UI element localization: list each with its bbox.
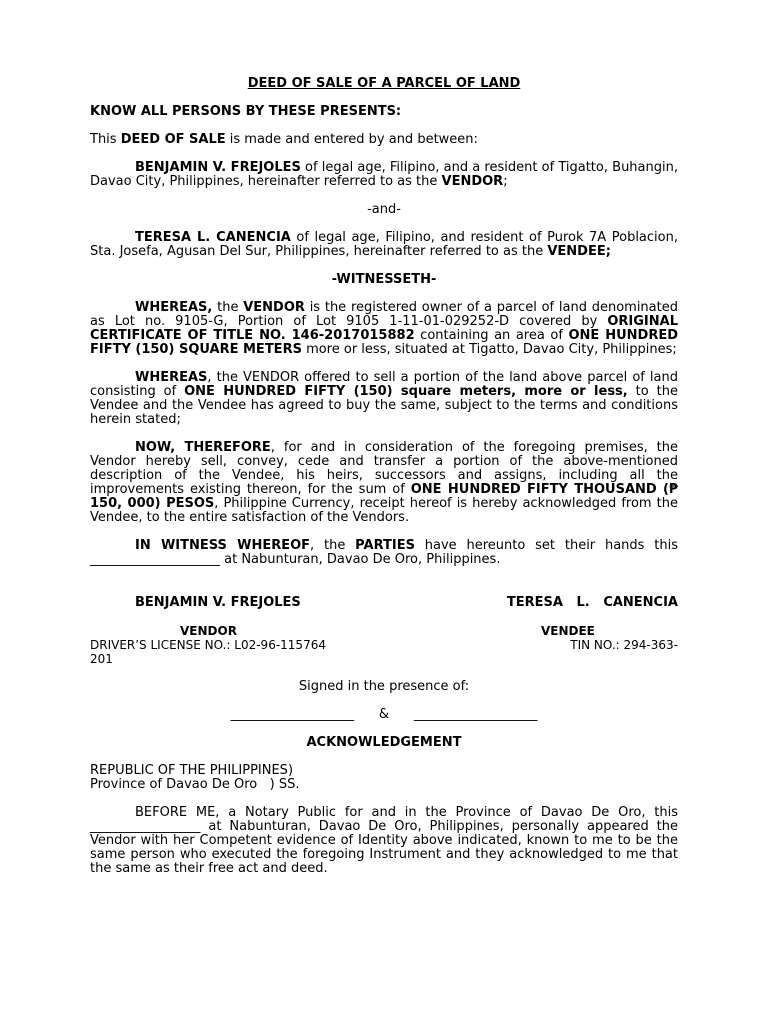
whereas-paragraph-2: WHEREAS, the VENDOR offered to sell a portion of the land above parcel of land consisting of ONE HUNDRED FIFTY (150) square meters, more or less, to the Vendee and the Vendee has agreed to buy the same, subject to the terms and conditions herein stated; xyxy=(90,370,679,427)
witness-whereof-paragraph: IN WITNESS WHEREOF, the PARTIES have hereunto set their hands this ____________________ at Nabunturan, Davao De Oro, Philippines. xyxy=(90,538,678,567)
vendor-label: VENDOR xyxy=(180,624,237,638)
drivers-license: DRIVER’S LICENSE NO.: L02-96-115764 xyxy=(90,638,326,652)
document-title: DEED OF SALE OF A PARCEL OF LAND xyxy=(247,76,521,91)
witness-blank-1: ___________________ xyxy=(230,707,355,722)
before-me-paragraph: BEFORE ME, a Notary Public for and in the Province of Davao De Oro, this _________________ at Nabunturan, Davao De Oro, Philippines, personally appeared the Vendor with her Competent evidence of Identity above indicated, known to me to be the same person who executed the foregoing Instrument and they acknowledged to me that the same as their free act and deed. xyxy=(90,805,678,876)
republic-line: REPUBLIC OF THE PHILIPPINES) xyxy=(90,763,294,778)
notary-date-blank: _________________ xyxy=(90,819,201,834)
id-row xyxy=(90,638,678,652)
vendee-paragraph: TERESA L. CANENCIA of legal age, Filipino, and resident of Purok 7A Poblacion, Sta. Josefa, Agusan Del Sur, Philippines, hereinafter referred to as the VENDEE; xyxy=(90,230,678,259)
witness-blank-2: ___________________ xyxy=(413,707,538,722)
know-all-heading: KNOW ALL PERSONS BY THESE PRESENTS: xyxy=(90,104,402,119)
vendor-signature-name: BENJAMIN V. FREJOLES xyxy=(135,595,301,610)
signature-names-row xyxy=(90,596,678,610)
signature-labels-row xyxy=(90,624,678,638)
and-separator: -and- xyxy=(367,202,401,217)
acknowledgement-heading: ACKNOWLEDGEMENT xyxy=(306,735,462,750)
tin-number: TIN NO.: 294-363- xyxy=(570,638,678,652)
intro-paragraph: This DEED OF SALE is made and entered by and between: xyxy=(90,132,478,147)
whereas-paragraph-1: WHEREAS, the VENDOR is the registered owner of a parcel of land denominated as Lot no. 9105-G, Portion of Lot 9105 1-11-01-029252-D covered by ORIGINAL CERTIFICATE OF TITLE NO. 146-2017015882 containing an area of ONE HUNDRED FIFTY (150) SQUARE METERS more or less, situated at Tigatto, Davao City, Philippines; xyxy=(90,300,678,357)
witnesseth-heading: -WITNESSETH- xyxy=(331,272,437,287)
vendor-name: BENJAMIN V. FREJOLES xyxy=(135,160,301,175)
document-page xyxy=(90,77,678,876)
province-line: Province of Davao De Oro ) SS. xyxy=(90,777,300,792)
witness-lines: ___________________ & ___________________ xyxy=(230,707,538,722)
signed-presence: Signed in the presence of: xyxy=(298,679,470,694)
tin-continuation: 201 xyxy=(90,652,113,666)
vendee-name: TERESA L. CANENCIA xyxy=(135,230,291,245)
vendee-signature-name: TERESA L. CANENCIA xyxy=(506,595,678,610)
vendor-paragraph: BENJAMIN V. FREJOLES of legal age, Filipino, and a resident of Tigatto, Buhangin, Davao City, Philippines, hereinafter referred to as the VENDOR; xyxy=(90,160,678,189)
now-therefore-paragraph: NOW, THEREFORE, for and in consideration of the foregoing premises, the Vendor hereby sell, convey, cede and transfer a portion of the above-mentioned description of the Vendee, his heirs, successors and assigns, including all the improvements existing thereon, for the sum of ONE HUNDRED FIFTY THOUSAND (₱ 150, 000) PESOS, Philippine Currency, receipt hereof is hereby acknowledged from the Vendee, to the entire satisfaction of the Vendors. xyxy=(90,440,679,525)
date-blank: ____________________ xyxy=(90,552,220,567)
vendee-label: VENDEE xyxy=(541,624,595,638)
